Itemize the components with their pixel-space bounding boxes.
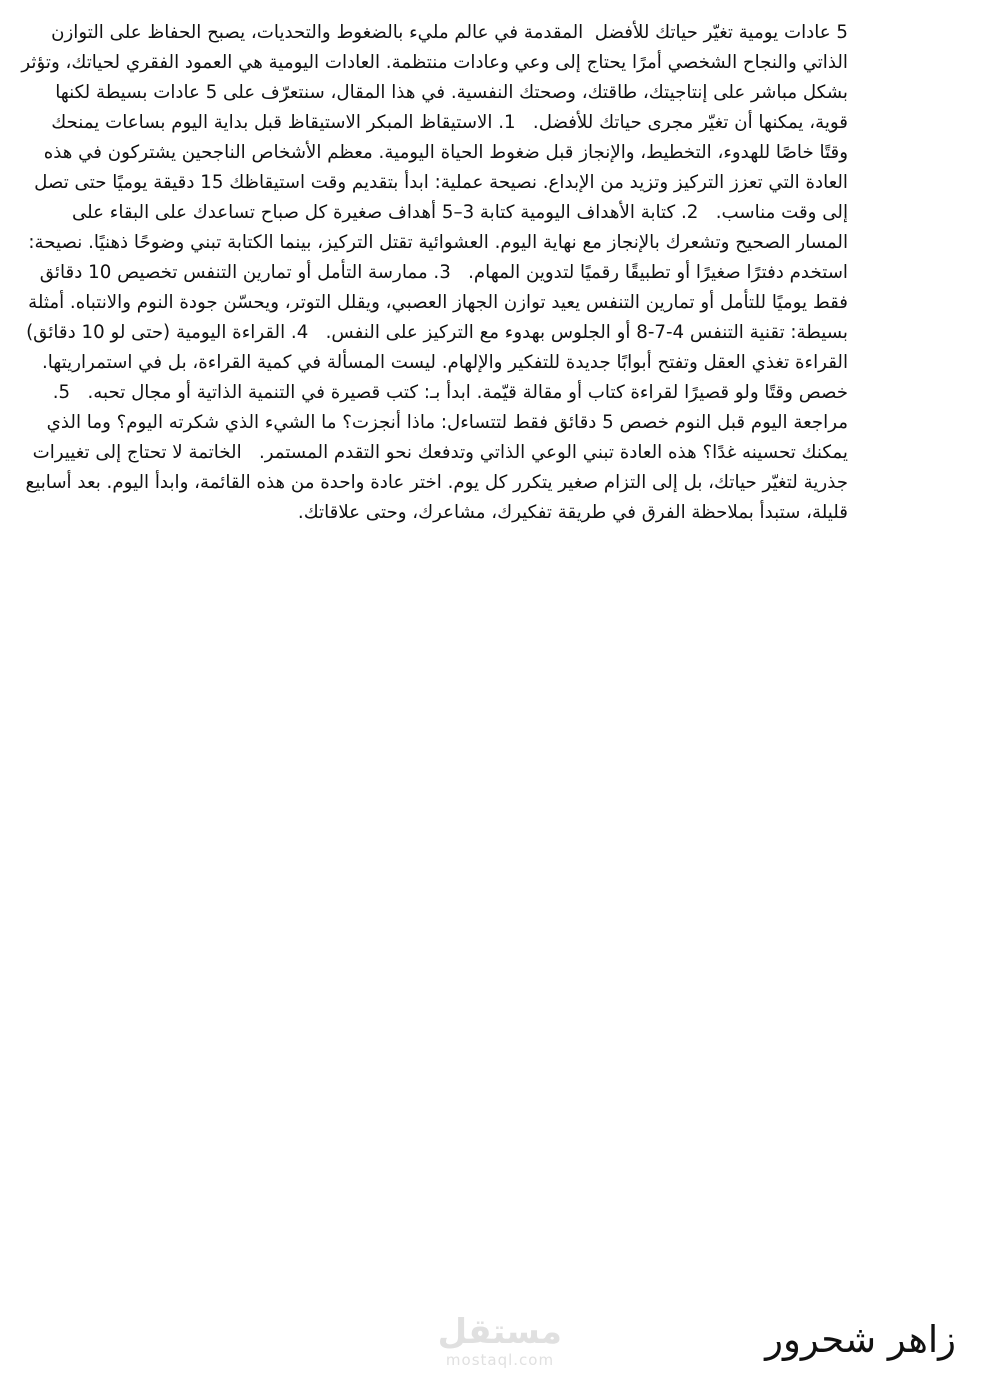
author-name: زاهر شحرور bbox=[765, 1318, 956, 1361]
watermark-latin-text: mostaql.com bbox=[445, 1351, 555, 1369]
mostaql-watermark-logo bbox=[438, 1312, 562, 1368]
watermark-arabic-text: مستقل bbox=[437, 1312, 562, 1352]
article-body: 5 عادات يومية تغيّر حياتك للأفضل المقدمة في عالم مليء بالضغوط والتحديات، يصبح الحفاظ على التوازن الذاتي والنجاح الشخصي أمرًا يحتاج إلى وعي وعادات منتظمة. العادات اليومية هي العمود الفقري لحياتك، وتؤثر بشكل مباشر على إنتاجيتك، طاقتك، وصحتك النفسية. في هذا المقال، سنتعرّف على 5 عادات بسيطة لكنها قوية، يمكنها أن تغيّر مجرى حياتك للأفضل. 1. الاستيقاظ المبكر الاستيقاظ قبل بداية اليوم بساعات يمنحك وقتًا خاصًا للهدوء، التخطيط، والإنجاز قبل ضغوط الحياة اليومية. معظم الأشخاص الناجحين يشتركون في هذه العادة التي تعزز التركيز وتزيد من الإبداع. نصيحة عملية: ابدأ بتقديم وقت استيقاظك 15 دقيقة يوميًا حتى تصل إلى وقت مناسب. 2. كتابة الأهداف اليومية كتابة 3–5 أهداف صغيرة كل صباح تساعدك على البقاء على المسار الصحيح وتشعرك بالإنجاز مع نهاية اليوم. العشوائية تقتل التركيز، بينما الكتابة تبني وضوحًا ذهنيًا. نصيحة: استخدم دفترًا صغيرًا أو تطبيقًا رقميًا لتدوين المهام. 3. ممارسة التأمل أو تمارين التنفس تخصيص 10 دقائق فقط يوميًا للتأمل أو تمارين التنفس يعيد توازن الجهاز العصبي، ويقلل التوتر، ويحسّن جودة النوم والانتباه. أمثلة بسيطة: تقنية التنفس 4-7-8 أو الجلوس بهدوء مع التركيز على النفس. 4. القراءة اليومية (حتى لو 10 دقائق) القراءة تغذي العقل وتفتح أبوابًا جديدة للتفكير والإلهام. ليست المسألة في كمية القراءة، بل في استمراريتها. خصص وقتًا ولو قصيرًا لقراءة كتاب أو مقالة قيّمة. ابدأ بـ: كتب قصيرة في التنمية الذاتية أو مجال تحبه. 5. مراجعة اليوم قبل النوم خصص 5 دقائق فقط لتتساءل: ماذا أنجزت؟ ما الشيء الذي شكرته اليوم؟ وما الذي يمكنك تحسينه غدًا؟ هذه العادة تبني الوعي الذاتي وتدفعك نحو التقدم المستمر. الخاتمة لا تحتاج إلى تغييرات جذرية لتغيّر حياتك، بل إلى التزام صغير يتكرر كل يوم. اختر عادة واحدة من هذه القائمة، وابدأ اليوم. بعد أسابيع قليلة، ستبدأ بملاحظة الفرق في طريقة تفكيرك، مشاعرك، وحتى علاقاتك. bbox=[15, 22, 848, 523]
